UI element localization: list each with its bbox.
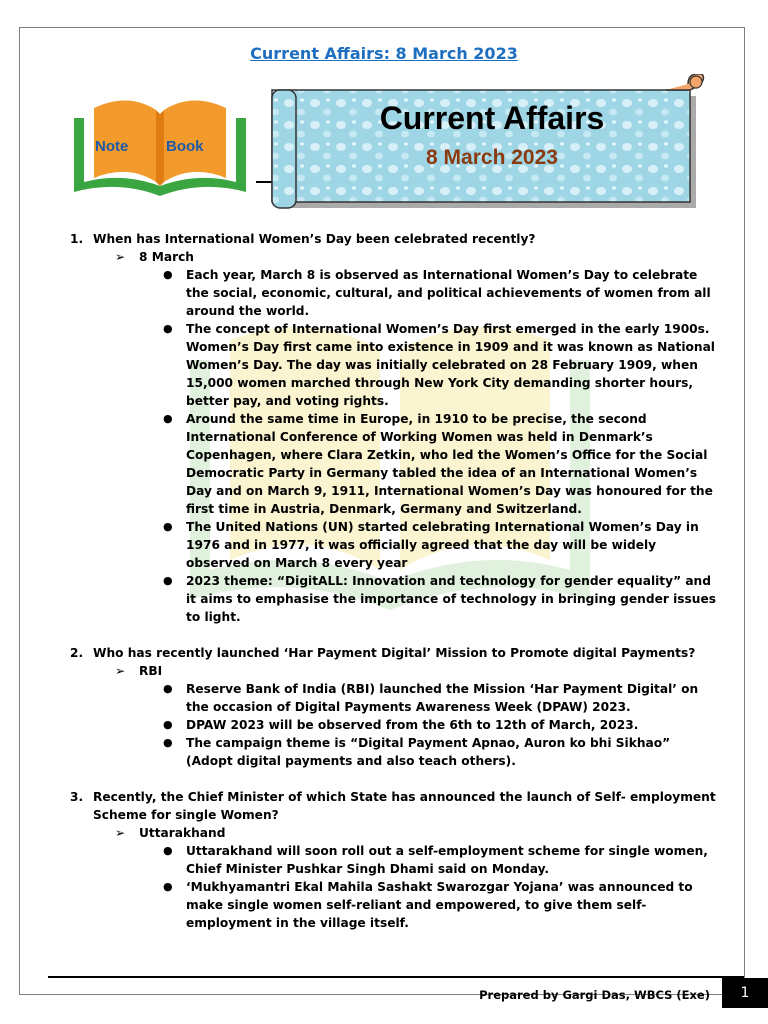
answer-1-bullets bbox=[70, 266, 720, 626]
dot-bullet-icon: ● bbox=[163, 520, 173, 533]
banner-date: 8 March 2023 bbox=[426, 146, 558, 169]
list-item bbox=[70, 680, 720, 716]
question-text: Who has recently launched ‘Har Payment Digital’ Mission to Promote digital Payments? bbox=[93, 646, 696, 660]
answer-2-bullets bbox=[70, 680, 720, 770]
question-3 bbox=[70, 788, 720, 824]
dot-bullet-icon: ● bbox=[163, 736, 173, 749]
list-item bbox=[70, 266, 720, 320]
question-number: 2. bbox=[70, 646, 84, 660]
bullet-text: ‘Mukhyamantri Ekal Mahila Sashakt Swarozgar Yojana’ was announced to make single women self-reliant and empowered, to give them self-employment in the village itself. bbox=[186, 880, 693, 930]
bullet-text: The United Nations (UN) started celebrating International Women’s Day in 1976 and in 1977, it was officially agreed that the day will be widely observed on March 8 every year bbox=[186, 520, 699, 570]
list-item bbox=[70, 716, 720, 734]
page-title[interactable]: Current Affairs: 8 March 2023 bbox=[250, 44, 518, 63]
dot-bullet-icon: ● bbox=[163, 718, 173, 731]
list-item bbox=[70, 572, 720, 626]
answer-3-bullets bbox=[70, 842, 720, 932]
page-number: 1 bbox=[722, 978, 768, 1008]
question-1 bbox=[70, 230, 720, 248]
dot-bullet-icon: ● bbox=[163, 844, 173, 857]
list-item bbox=[70, 320, 720, 410]
footer-credit: Prepared by Gargi Das, WBCS (Exe) bbox=[479, 988, 710, 1002]
list-item bbox=[70, 410, 720, 518]
arrowhead-bullet-icon: ➢ bbox=[115, 826, 126, 840]
answer-text: 8 March bbox=[139, 250, 194, 264]
list-item bbox=[70, 734, 720, 770]
answer-1 bbox=[70, 248, 720, 266]
arrowhead-bullet-icon: ➢ bbox=[115, 250, 126, 264]
answer-text: RBI bbox=[139, 664, 163, 678]
answer-2 bbox=[70, 662, 720, 680]
arrowhead-bullet-icon: ➢ bbox=[115, 664, 126, 678]
scroll-banner bbox=[256, 74, 716, 216]
bullet-text: Reserve Bank of India (RBI) launched the Mission ‘Har Payment Digital’ on the occasion of Digital Payments Awareness Week (DPAW) 2023. bbox=[186, 682, 699, 714]
bullet-text: The concept of International Women’s Day first emerged in the early 1900s. Women’s Day first came into existence in 1909 and it was known as National Women’s Day. The day was initially celebrated on 28 February 1909, when 15,000 women marched through New York City demanding shorter hours, better pay, and voting rights. bbox=[186, 322, 715, 408]
question-2 bbox=[70, 644, 720, 662]
list-item bbox=[70, 518, 720, 572]
spacer bbox=[70, 626, 720, 644]
logo-note-text: Note bbox=[95, 138, 129, 155]
question-number: 3. bbox=[70, 790, 84, 804]
answer-3 bbox=[70, 824, 720, 842]
question-number: 1. bbox=[70, 232, 84, 246]
bullet-text: 2023 theme: “DigitALL: Innovation and technology for gender equality” and it aims to emphasise the importance of technology in bringing gender issues to light. bbox=[186, 574, 716, 624]
question-text: When has International Women’s Day been celebrated recently? bbox=[93, 232, 536, 246]
bullet-text: DPAW 2023 will be observed from the 6th to 12th of March, 2023. bbox=[186, 718, 639, 732]
list-item bbox=[70, 842, 720, 878]
dot-bullet-icon: ● bbox=[163, 880, 173, 893]
banner-title: Current Affairs bbox=[379, 100, 605, 136]
bullet-text: The campaign theme is “Digital Payment Apnao, Auron ko bhi Sikhao” (Adopt digital payments and also teach others). bbox=[186, 736, 671, 768]
dot-bullet-icon: ● bbox=[163, 412, 173, 425]
dot-bullet-icon: ● bbox=[163, 322, 173, 335]
dot-bullet-icon: ● bbox=[163, 574, 173, 587]
bullet-text: Around the same time in Europe, in 1910 to be precise, the second International Conference of Working Women was held in Denmark’s Copenhagen, where Clara Zetkin, who led the Women’s Office for the Social Democratic Party in Germany tabled the idea of an International Women’s Day and on March 9, 1911, International Women’s Day was honoured for the first time in Austria, Denmark, Germany and Switzerland. bbox=[186, 412, 713, 516]
logo-book-text: Book bbox=[166, 138, 204, 155]
dot-bullet-icon: ● bbox=[163, 682, 173, 695]
spacer bbox=[70, 770, 720, 788]
dot-bullet-icon: ● bbox=[163, 268, 173, 281]
answer-text: Uttarakhand bbox=[139, 826, 226, 840]
questions-list bbox=[70, 230, 720, 932]
bullet-text: Uttarakhand will soon roll out a self-employment scheme for single women, Chief Minister Pushkar Singh Dhami said on Monday. bbox=[186, 844, 708, 876]
footer-divider bbox=[48, 976, 744, 978]
bullet-text: Each year, March 8 is observed as International Women’s Day to celebrate the social, economic, cultural, and political achievements of women from all around the world. bbox=[186, 268, 711, 318]
question-text: Recently, the Chief Minister of which State has announced the launch of Self- employment Scheme for single Women? bbox=[93, 790, 716, 822]
list-item bbox=[70, 878, 720, 932]
